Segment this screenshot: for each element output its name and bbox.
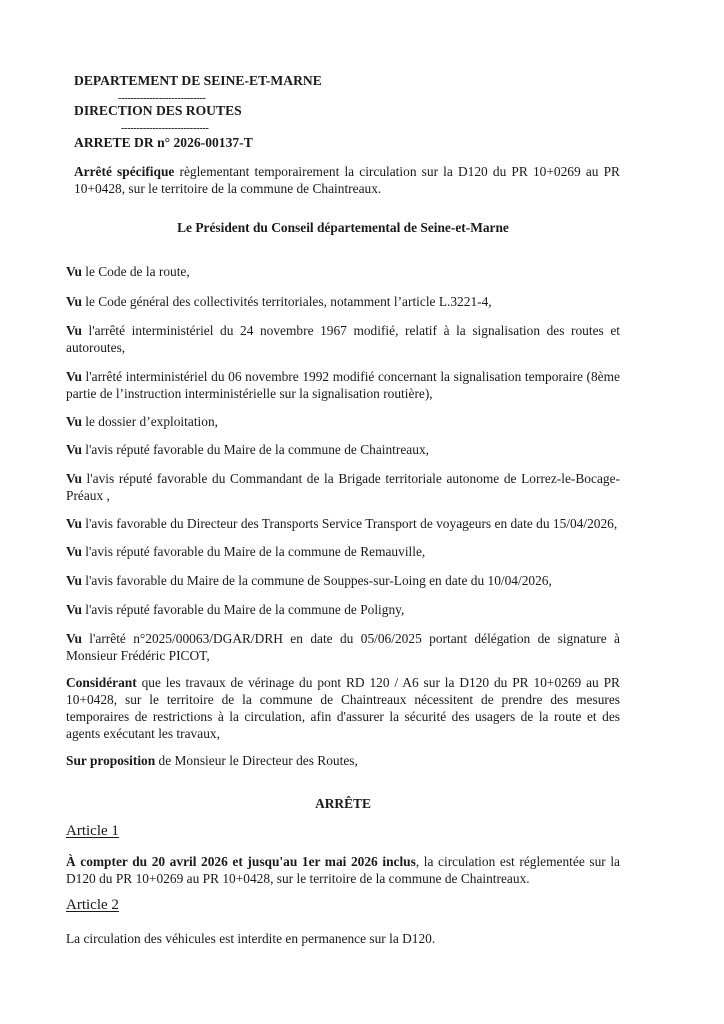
vu-text: le Code de la route, [81, 264, 190, 279]
article-1-title: Article 1 [66, 823, 119, 839]
article-1-bold: À compter du 20 avril 2026 et jusqu'au 1er mai 2026 inclus [66, 854, 416, 869]
vu-label: Vu [66, 369, 82, 384]
vu-label: Vu [66, 294, 82, 309]
vu-label: Vu [66, 323, 82, 338]
vu-paragraph [66, 515, 620, 532]
vu-text: l'avis favorable du Directeur des Transports Service Transport de voyageurs en date du 15/04/2026, [81, 516, 618, 531]
vu-text: l'avis réputé favorable du Maire de la commune de Remauville, [81, 544, 426, 559]
vu-text: l'arrêté interministériel du 06 novembre 1992 modifié concernant la signalisation temporaire (8ème partie de l’instruction interministérielle sur la signalisation routière), [66, 369, 620, 401]
article-1-body [66, 853, 620, 887]
vu-text: le dossier d’exploitation, [81, 414, 219, 429]
vu-label: Vu [66, 631, 82, 646]
vu-paragraph [66, 263, 620, 280]
proposition-paragraph [66, 752, 620, 769]
president-heading: Le Président du Conseil départemental de Seine-et-Marne [177, 220, 509, 235]
vu-paragraph [66, 470, 620, 504]
vu-paragraph [66, 413, 620, 430]
vu-text: l'avis réputé favorable du Maire de la commune de Chaintreaux, [81, 442, 429, 457]
proposition-bold: Sur proposition [66, 753, 156, 768]
intro-bold: Arrêté spécifique [74, 164, 175, 179]
vu-text: l'avis réputé favorable du Maire de la commune de Poligny, [81, 602, 405, 617]
separator: ---------------------------- [121, 123, 209, 134]
department-title: DEPARTEMENT DE SEINE-ET-MARNE [74, 73, 322, 88]
proposition-text: de Monsieur le Directeur des Routes, [155, 753, 358, 768]
vu-label: Vu [66, 264, 82, 279]
arrete-heading: ARRÊTE [315, 796, 371, 811]
vu-paragraph [66, 601, 620, 618]
direction-title: DIRECTION DES ROUTES [74, 103, 242, 118]
vu-paragraph [66, 630, 620, 664]
vu-label: Vu [66, 442, 82, 457]
article-2-body: La circulation des véhicules est interdite en permanence sur la D120. [66, 931, 436, 946]
considerant-text: que les travaux de vérinage du pont RD 120 / A6 sur la D120 du PR 10+0269 au PR 10+0428, sur le territoire de la commune de Chaintreaux nécessitent de prendre des mesures temporaires de restrictions à la circulation, afin d'assurer la sécurité des usagers de la route et des agents exécutant les travaux, [66, 675, 620, 741]
intro-paragraph [74, 163, 620, 197]
article-2-title: Article 2 [66, 897, 119, 913]
vu-text: l'avis favorable du Maire de la commune de Souppes-sur-Loing en date du 10/04/2026, [81, 573, 552, 588]
vu-text: le Code général des collectivités territoriales, notamment l’article L.3221-4, [81, 294, 492, 309]
vu-text: l'avis réputé favorable du Commandant de la Brigade territoriale autonome de Lorrez-le-Bocage-Préaux , [66, 471, 620, 503]
vu-paragraph [66, 441, 620, 458]
separator: ---------------------------- [118, 93, 206, 104]
vu-text: l'arrêté interministériel du 24 novembre 1967 modifié, relatif à la signalisation des routes et autoroutes, [66, 323, 620, 355]
article-1-text: , la circulation est réglementée sur la D120 du PR 10+0269 au PR 10+0428, sur le territoire de la commune de Chaintreaux. [66, 854, 620, 886]
arrete-number: ARRETE DR n° 2026-00137-T [74, 135, 253, 150]
vu-paragraph [66, 322, 620, 356]
vu-label: Vu [66, 544, 82, 559]
vu-label: Vu [66, 573, 82, 588]
intro-text: règlementant temporairement la circulation sur la D120 du PR 10+0269 au PR 10+0428, sur le territoire de la commune de Chaintreaux. [74, 164, 620, 196]
vu-paragraph [66, 543, 620, 560]
vu-paragraph [66, 572, 620, 589]
vu-label: Vu [66, 516, 82, 531]
vu-paragraph [66, 293, 620, 310]
vu-label: Vu [66, 602, 82, 617]
considerant-bold: Considérant [66, 675, 137, 690]
vu-paragraph [66, 368, 620, 402]
vu-text: l'arrêté n°2025/00063/DGAR/DRH en date du 05/06/2025 portant délégation de signature à Monsieur Frédéric PICOT, [66, 631, 620, 663]
vu-label: Vu [66, 414, 82, 429]
considerant-paragraph [66, 674, 620, 742]
vu-label: Vu [66, 471, 82, 486]
